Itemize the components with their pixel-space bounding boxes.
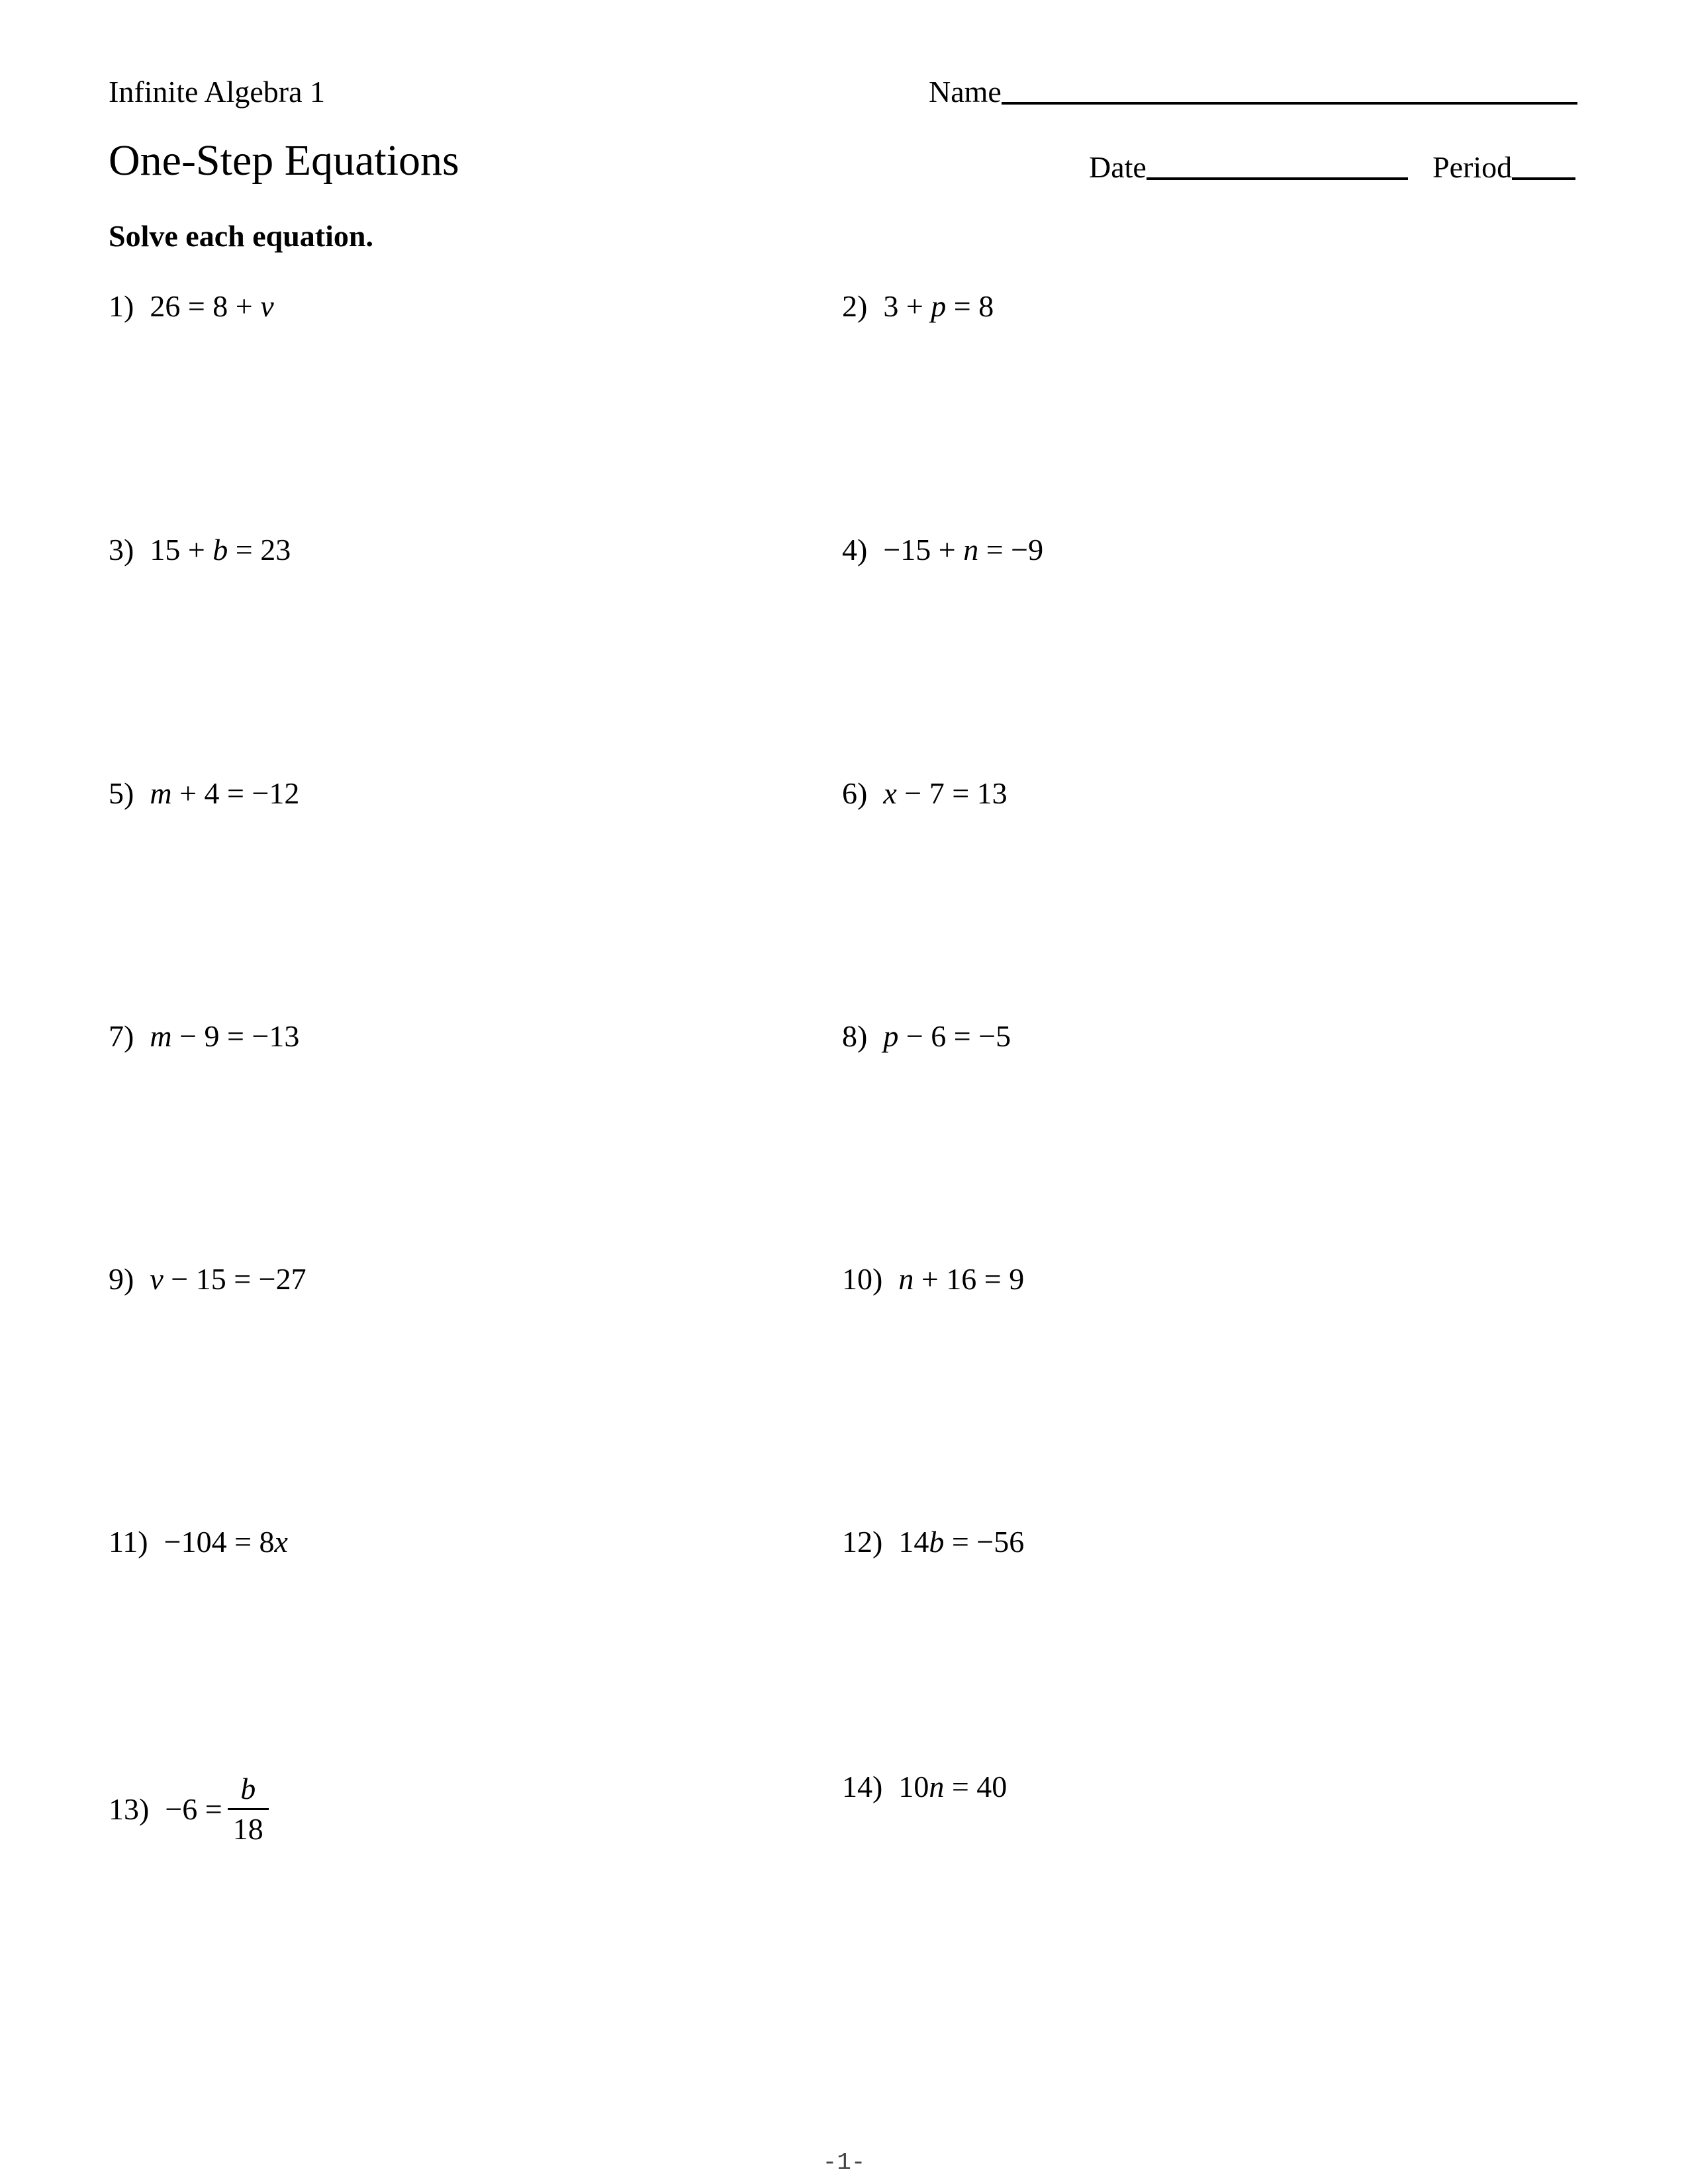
problem-6 bbox=[842, 778, 1008, 809]
equation: 15 + b = 23 bbox=[150, 533, 291, 567]
name-label: Name bbox=[929, 75, 1002, 109]
equation: 10n = 40 bbox=[898, 1770, 1008, 1803]
problem-1 bbox=[109, 291, 274, 322]
equation: m − 9 = −13 bbox=[150, 1019, 300, 1053]
equation: x − 7 = 13 bbox=[883, 776, 1008, 810]
problem-number: 14) bbox=[842, 1770, 883, 1803]
name-field[interactable] bbox=[929, 77, 1577, 107]
fraction-numerator: b bbox=[240, 1772, 256, 1805]
equation: −104 = 8x bbox=[164, 1525, 288, 1559]
equation: −15 + n = −9 bbox=[883, 533, 1044, 567]
problem-number: 10) bbox=[842, 1262, 883, 1296]
equation-lhs: −6 = bbox=[165, 1792, 222, 1826]
problem-number: 1) bbox=[109, 289, 134, 323]
equation: p − 6 = −5 bbox=[883, 1019, 1011, 1053]
date-label: Date bbox=[1089, 150, 1147, 184]
problem-number: 13) bbox=[109, 1792, 150, 1826]
problem-9 bbox=[109, 1264, 306, 1295]
fraction bbox=[228, 1774, 269, 1844]
problem-number: 11) bbox=[109, 1525, 148, 1559]
problem-number: 8) bbox=[842, 1019, 868, 1053]
equation: n + 16 = 9 bbox=[898, 1262, 1025, 1296]
date-blank-line[interactable] bbox=[1147, 177, 1408, 180]
problem-10 bbox=[842, 1264, 1024, 1295]
fraction-denominator: 18 bbox=[228, 1808, 269, 1844]
equation: 26 = 8 + v bbox=[150, 289, 274, 323]
equation: m + 4 = −12 bbox=[150, 776, 300, 810]
period-field[interactable] bbox=[1432, 152, 1575, 183]
problem-number: 9) bbox=[109, 1262, 134, 1296]
problem-11 bbox=[109, 1527, 288, 1557]
problem-7 bbox=[109, 1021, 299, 1052]
problem-number: 3) bbox=[109, 533, 134, 567]
problem-8 bbox=[842, 1021, 1011, 1052]
problem-number: 12) bbox=[842, 1525, 883, 1559]
problem-5 bbox=[109, 778, 299, 809]
problem-number: 5) bbox=[109, 776, 134, 810]
date-field[interactable] bbox=[1089, 152, 1408, 183]
name-blank-line[interactable] bbox=[1002, 101, 1577, 105]
problem-4 bbox=[842, 535, 1043, 565]
page-number: -1- bbox=[822, 2149, 866, 2176]
period-label: Period bbox=[1432, 150, 1513, 184]
course-name: Infinite Algebra 1 bbox=[109, 75, 326, 109]
equation: v − 15 = −27 bbox=[150, 1262, 306, 1296]
problem-number: 7) bbox=[109, 1019, 134, 1053]
problem-number: 6) bbox=[842, 776, 868, 810]
problem-12 bbox=[842, 1527, 1024, 1557]
problem-13 bbox=[109, 1774, 269, 1844]
equation: 14b = −56 bbox=[898, 1525, 1025, 1559]
problem-3 bbox=[109, 535, 291, 565]
problem-number: 4) bbox=[842, 533, 868, 567]
worksheet-title: One-Step Equations bbox=[109, 136, 459, 185]
period-blank-line[interactable] bbox=[1512, 177, 1575, 180]
instructions: Solve each equation. bbox=[109, 219, 373, 253]
problem-14 bbox=[842, 1772, 1007, 1802]
problem-number: 2) bbox=[842, 289, 868, 323]
equation: 3 + p = 8 bbox=[883, 289, 994, 323]
problem-2 bbox=[842, 291, 994, 322]
